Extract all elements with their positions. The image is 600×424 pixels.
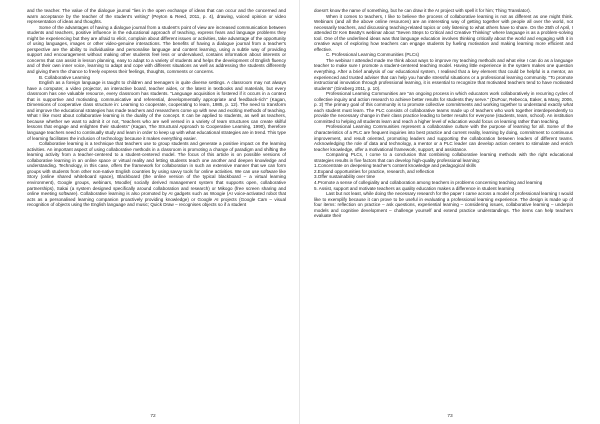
section-heading: C. Professional Learning Communities (PLCs) [326,52,419,58]
numbered-list [314,163,573,191]
page-number: 73 [447,414,453,419]
list-item: 5. Assist, support and motivate teachers as quality education makes a difference in student learning [314,185,515,191]
list-item: 4.Promote a sense of collegiality and collaboration among teachers in problems concerning teaching and learning [314,179,543,185]
paragraph: Professional Learning Communities represent a collaborative culture with the purpose of learning for all. Some of the characteristics of a PLC are frequent inquiries into best practice and current reality, learning by doing, commitment to continuous improvement, and result oriented, promoting leaders and supporting the collaboration between leaders of different teams. Acknowledging the role of data and technology, a mentor or a PLC leader can develop action centers to stimulate and enrich teacher knowledge, offer a motivational framework, support, and assistance. [314,124,573,152]
list-item: 1.Concentrate on deepening teacher's content knowledge and pedagogical skills [314,163,476,169]
paragraph: Collaborative learning is a technique that teachers use to group students and generate a positive impact on the learning activities. An important aspect of using collaborative methods in a classroom is promoting a change of paradigm and shifting the learning activity from a teacher-centered to a student-centered model. The focus of this article is on possible versions of collaborative learning in an online space or virtual reality and letting students teach one another and deepen knowledge and understanding. Technology, in this case, offers the framework for collaboration in such an extensive manner that we can form groups with students from other non-native English countries by using savvy tools for online activities. We can use software like Story (online shared whiteboard space), Blackboard (the online version of the typical blackboard – a virtual learning environment), Google groups, webinars, Moodle( socially derived management system that supports open, collaborative partnerships), Sakai (a system designed specifically around collaboration and research) or Mikogo (free screen sharing and online meeting software). Collaborative learning is also promoted by AI gadgets such as Woogie (AI voice-activated robot that acts as a personalised learning companion proactively providing knowledge) or Google AI projects (Google Cam – visual recognition of objects using the English language and music; Quick Draw – recognises objects so if a student [27,141,286,208]
list-item: 2.Expand opportunities for practice, research, and reflection [314,168,435,174]
right-page [300,0,600,424]
paragraph: and the teacher. The value of the dialogue journal "lies in the open exchange of ideas that can occur and the concerned and warm acceptance by the teacher of the student's writing" (Peyton & Reed, 2011, p. 4), drawing, voiced opinion or video representation of ideas and thoughts. [27,8,286,25]
paragraph: Professional Learning Communities are "an ongoing process in which educators work collaboratively in recurring cycles of collective inquiry and action research to achieve better results for students they serve." (DuFour, Rebecca, Eaker, & Many, 2006, p. 2) The primary goal of this community is to promote collective commitments and working together to understand exactly what each student must learn. The PLC consists of collaborative teams made up of teachers who work together interdependently to provide the necessary change in their class practice leading to better results for everyone (students, team, school). An institution committed to helping all students learn and reach a higher level of education would focus on learning rather than teaching. [314,91,573,124]
section-heading: B. Collaborative Learning [39,74,91,80]
right-page-text [314,8,573,412]
left-page-text [27,8,286,412]
page-number: 72 [150,414,156,419]
paragraph: doesn't know the name of something, but he can draw it the AI project with spell it for him; Thing Translator). [314,8,531,13]
list-item: 3.Offer sustainability over time [314,174,376,180]
paragraph: Comparing PLCs, I come to a conclusion that combining collaborative learning methods with the right educational strategies results in five factors that can develop high-quality professional learning: [314,152,573,163]
paragraph: English as a foreign language is taught to children and teenagers in quite diverse settings. A classroom may not always have a computer, a video projector, an interactive board, teacher aides, or the latest in textbooks and materials, but every classroom has one valuable resource, every classroom has students. "Language acquisition is fostered if it occurs in a context that is supportive and motivating, communicative and referential, developmentally appropriate and feedback-rich" (Kagan, Dimensions of cooperative class structure in: Learning to cooperate, cooperating to learn, 1985, p. 12). The need to transform and improve the educational strategies has made teachers and researchers come up with new and exciting methods of teaching. What I like most about collaborative learning is the duality of the concept. It can be applied to students, as well as teachers, because whether we want to admit it or not, "teachers who are well versed in a variety of team structures can create skilful lessons that engage and enlighten their students" (Kagan, The Structural Approach to Cooperative Learning, 1990), therefore language teachers need to continually study and learn in order to keep up with what educational strategies are in trend. This type of learning facilitates the inclusion of technology because it makes everything easier. [27,80,286,141]
paragraph: Some of the advantages of having a dialogue journal from a student's point of view are increased communication between students and teachers, positive influence in the educational approach of teaching, express fears and language problems they might be experiencing but they are afraid to elicit, complain about different issues or activities, take advantage of the opportunity of using languages, images or other video-genuine interactions. The benefits of having a dialogue journal from a teacher's perspective are the ability to individualise and personalise language and content learning, using a subtle way of providing support and encouragement without making other students feel less or undervalued, contains information about interests or concerns that can assist in lesson planning, easy to adapt to a variety of students and helps the development of English fluency and of their own inner voice, learning to adapt and cope with different situations as well as addressing the students differently and giving them the chance to freely express their feelings, thoughts, comments or concerns. [27,24,286,75]
paragraph: Last but not least, while doing the necessary research for the paper I came across a model of professional learning I would like to exemplify because it can prove to be useful in evaluating a professional learning experience. The design is made up of four items: reflection on practice – ask questions, experiential learning – considering issues, collaborative learning – underpin models and cognitive development – challenge yourself and extend practice understandings. The items can help teachers evaluate their [314,191,573,219]
paragraph: The webinar I attended made me think about ways to improve my teaching methods and what else I can do as a language teacher to make sure I promote a student-centered teaching model. Having little experience in the system makes one question everything. After a brief analysis of our educational system, I realised that a key element that could be helpful is a mentor, an experienced and trusted adviser that can help you handle stressful situations or a professional learning community. "To promote instructional innovation through professional learning, it is essential to recognize that motivated teachers tend to have motivated students" (Ginsberg 2011, p. 10). [314,57,573,91]
paragraph: When it comes to teachers, I like to believe the process of collaborative learning is not as different as one might think. Webinars (and all the above online resources) are an interesting way of getting together with people all over the world, not necessarily teachers, and discussing teaching-related topics or only listening to what others have to share. On the 25th of April, I attended Dr Ken Beatty's webinar about "Seven Steps to Critical and Creative Thinking" where language is as a problem-solving tool. One of the underlined ideas was that language education involves thinking critically about the world and engaging with it in creative ways of exploring how teachers can engage students by fueling motivation and making learning more efficient and effective. [314,13,573,52]
